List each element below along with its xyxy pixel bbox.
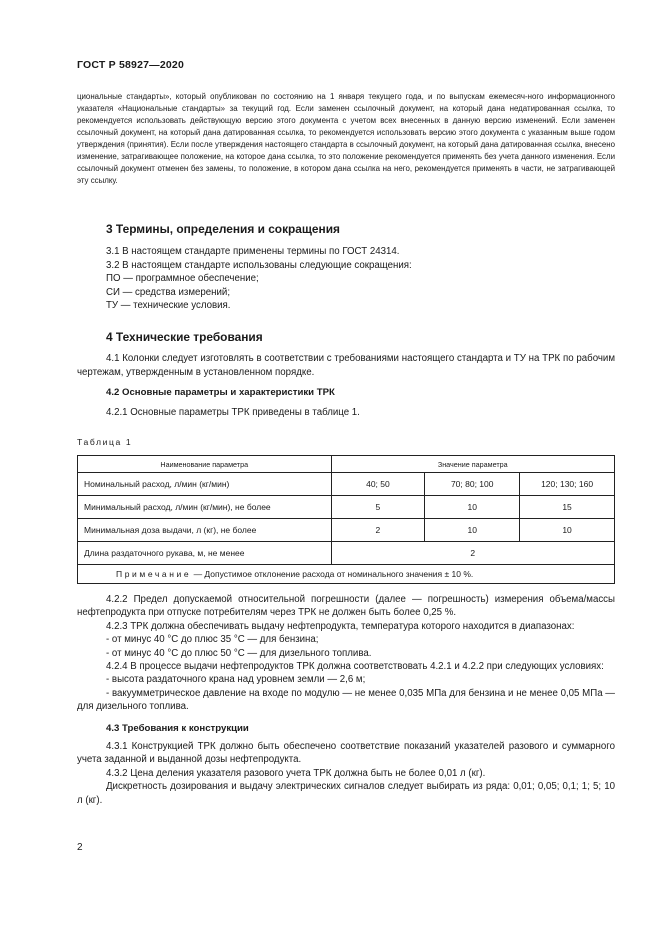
section-3-title: 3 Термины, определения и сокращения xyxy=(106,222,340,236)
parameters-table xyxy=(77,455,615,584)
section-4-title: 4 Технические требования xyxy=(106,330,263,344)
p-423: 4.2.3 ТРК должна обеспечивать выдачу нефтепродукта, температура которого находится в диапазонах: xyxy=(106,620,575,632)
abbrev-item: ПО — программное обеспечение; xyxy=(106,273,259,285)
cell-value: 10 xyxy=(425,496,520,519)
cell-value: 2 xyxy=(331,519,425,542)
table-caption: Таблица 1 xyxy=(77,437,133,447)
abbrev-item: ТУ — технические условия. xyxy=(106,300,231,312)
abbrev-item: СИ — средства измерений; xyxy=(106,286,231,298)
row-name: Длина раздаточного рукава, м, не менее xyxy=(78,542,332,565)
note-label: Примечание xyxy=(116,569,192,579)
document-header: ГОСТ Р 58927—2020 xyxy=(77,59,185,71)
section-3-p2: 3.2 В настоящем стандарте использованы следующие сокращения: xyxy=(106,259,412,271)
cell-value: 5 xyxy=(331,496,425,519)
cell-value: 15 xyxy=(520,496,615,519)
p-432: 4.3.2 Цена деления указателя разового учета ТРК должна быть не более 0,01 л (кг). xyxy=(106,767,486,779)
table-note-row xyxy=(78,565,615,584)
row-name: Минимальный расход, л/мин (кг/мин), не более xyxy=(78,496,332,519)
cell-value: 120; 130; 160 xyxy=(520,473,615,496)
section-4-p421: 4.2.1 Основные параметры ТРК приведены в таблице 1. xyxy=(106,406,360,418)
intro-paragraph xyxy=(77,91,615,187)
table-row xyxy=(78,519,615,542)
page-number: 2 xyxy=(77,842,83,853)
table-header-row xyxy=(78,456,615,473)
cell-value: 2 xyxy=(331,542,614,565)
cell-value: 40; 50 xyxy=(331,473,425,496)
table-row xyxy=(78,496,615,519)
p-432b: Дискретность дозирования и выдачу электрических сигналов следует выбирать из ряда: 0,01; 0,05; 0,1; 1; 5; 10 л (кг). xyxy=(77,781,615,806)
list-item: - высота раздаточного крана над уровнем земли — 2,6 м; xyxy=(106,674,366,686)
row-name: Минимальная доза выдачи, л (кг), не более xyxy=(78,519,332,542)
table-note xyxy=(78,565,615,584)
list-item: - от минус 40 °С до плюс 35 °С — для бензина; xyxy=(106,634,319,646)
section-43-title: 4.3 Требования к конструкции xyxy=(106,722,249,734)
list-item: - вакуумметрическое давление на входе по модулю — не менее 0,035 МПа для бензина и не менее 0,05 МПа — для дизельного топлива. xyxy=(77,687,615,713)
table-row xyxy=(78,473,615,496)
p-431: 4.3.1 Конструкцией ТРК должно быть обеспечено соответствие показаний указателей разового и суммарного учета заданной и выданной дозы нефтепродукта. xyxy=(77,741,615,766)
note-text: — Допустимое отклонение расхода от номинального значения ± 10 %. xyxy=(191,569,474,579)
cell-value: 70; 80; 100 xyxy=(425,473,520,496)
row-name: Номинальный расход, л/мин (кг/мин) xyxy=(78,473,332,496)
cell-value: 10 xyxy=(520,519,615,542)
header-value: Значение параметра xyxy=(331,456,614,473)
p-422: 4.2.2 Предел допускаемой относительной погрешности (далее — погрешность) измерения объема/массы нефтепродукта при отпуске потребителям через ТРК не должен быть более 0,25 %. xyxy=(77,594,615,619)
header-param: Наименование параметра xyxy=(78,456,332,473)
list-item: - от минус 40 °С до плюс 50 °С — для дизельного топлива. xyxy=(106,647,372,659)
section-4-p41: 4.1 Колонки следует изготовлять в соответствии с требованиями настоящего стандарта и ТУ на ТРК по рабочим чертежам, утвержденным в установленном порядке. xyxy=(77,353,615,378)
section-42-title: 4.2 Основные параметры и характеристики ТРК xyxy=(106,387,335,399)
intro-text: циональные стандарты», который опубликован по состоянию на 1 января текущего года, и по выпускам ежемесяч-ного информационного указателя «Национальные стандарты» за текущий год. Если заменен ссылочный документ, на который дана недатированная ссылка, то рекомендуется использовать действующую версию этого документа с учетом всех внесенных в данную версию изменений. Если заменен ссылочный документ, на который дана датированная ссылка, то рекомендуется использовать версию этого документа с указанным выше годом утверждения (принятия). Если после утверждения настоящего стандарта в ссылочный документ, на который дана датированная ссылка, внесено изменение, затрагивающее положение, на которое дана ссылка, то это положение рекомендуется применять без учета данного изменения. Если ссылочный документ отменен без замены, то положение, в котором дана ссылка на него, рекомендуется применять в части, не затрагивающей эту ссылку. xyxy=(77,92,615,186)
p-424: 4.2.4 В процессе выдачи нефтепродуктов ТРК должна соответствовать 4.2.1 и 4.2.2 при следующих условиях: xyxy=(106,661,604,673)
section-3 xyxy=(77,223,615,312)
requirements-continued xyxy=(77,593,615,807)
table-row xyxy=(78,542,615,565)
section-3-p1: 3.1 В настоящем стандарте применены термины по ГОСТ 24314. xyxy=(106,246,400,258)
section-4 xyxy=(77,331,615,419)
cell-value: 10 xyxy=(425,519,520,542)
